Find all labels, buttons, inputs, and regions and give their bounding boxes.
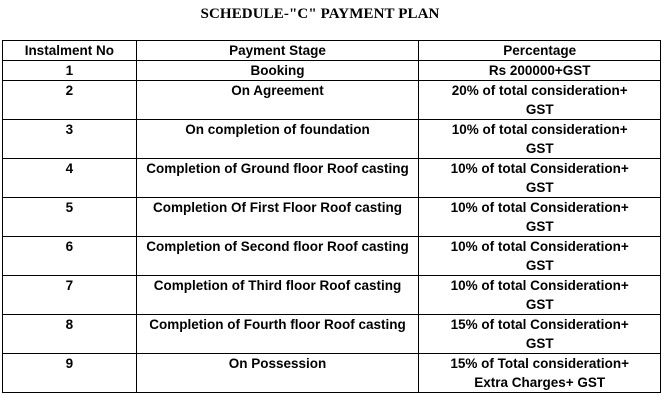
percentage [419, 276, 661, 315]
payment-stage: On Possession [136, 354, 419, 393]
percentage [419, 120, 661, 159]
table-row [3, 198, 661, 237]
percentage [419, 81, 661, 120]
table-row [3, 81, 661, 120]
percentage-line-2: GST [525, 336, 554, 351]
payment-stage: Completion of Third floor Roof casting [136, 276, 419, 315]
table-row [3, 120, 661, 159]
percentage-line-2: GST [525, 258, 554, 273]
table-row [3, 354, 661, 393]
table-row [3, 276, 661, 315]
percentage [419, 198, 661, 237]
payment-stage: Completion of Fourth floor Roof casting [136, 315, 419, 354]
percentage-line-1: 10% of total Consideration+ [450, 239, 629, 254]
percentage-line-2: GST [525, 297, 554, 312]
header-percentage: Percentage [419, 41, 661, 61]
percentage-line-1: Rs 200000+GST [488, 63, 591, 78]
instalment-no: 8 [3, 315, 137, 354]
payment-stage: On completion of foundation [136, 120, 419, 159]
percentage-line-1: 15% of Total consideration+ [450, 356, 630, 371]
percentage [419, 237, 661, 276]
instalment-no: 9 [3, 354, 137, 393]
payment-stage: Booking [136, 61, 419, 81]
percentage [419, 315, 661, 354]
instalment-no: 6 [3, 237, 137, 276]
payment-stage: On Agreement [136, 81, 419, 120]
percentage-line-2: GST [525, 180, 554, 195]
instalment-no: 4 [3, 159, 137, 198]
table-row [3, 159, 661, 198]
instalment-no: 3 [3, 120, 137, 159]
payment-stage: Completion of Ground floor Roof casting [136, 159, 419, 198]
percentage [419, 354, 661, 393]
percentage-line-1: 10% of total Consideration+ [450, 161, 629, 176]
percentage [419, 159, 661, 198]
instalment-no: 1 [3, 61, 137, 81]
percentage-line-1: 10% of total consideration+ [451, 122, 628, 137]
percentage-line-2: GST [525, 219, 554, 234]
percentage-line-1: 20% of total consideration+ [451, 83, 628, 98]
percentage-line-1: 15% of total Consideration+ [450, 317, 629, 332]
payment-stage: Completion Of First Floor Roof casting [136, 198, 419, 237]
document-title: SCHEDULE-"C" PAYMENT PLAN [200, 6, 440, 22]
percentage-line-2: Extra Charges+ GST [474, 375, 606, 390]
table-row [3, 237, 661, 276]
percentage [419, 61, 661, 81]
percentage-line-2: GST [525, 102, 554, 117]
payment-stage: Completion of Second floor Roof casting [136, 237, 419, 276]
header-instalment-no: Instalment No [3, 41, 137, 61]
table-row [3, 61, 661, 81]
instalment-no: 7 [3, 276, 137, 315]
table-row [3, 315, 661, 354]
percentage-line-1: 10% of total Consideration+ [450, 200, 629, 215]
instalment-no: 5 [3, 198, 137, 237]
percentage-line-1: 10% of total Consideration+ [450, 278, 629, 293]
header-payment-stage: Payment Stage [136, 41, 419, 61]
instalment-no: 2 [3, 81, 137, 120]
percentage-line-2: GST [525, 141, 554, 156]
table-header-row [3, 41, 661, 61]
payment-plan-table [2, 40, 661, 393]
